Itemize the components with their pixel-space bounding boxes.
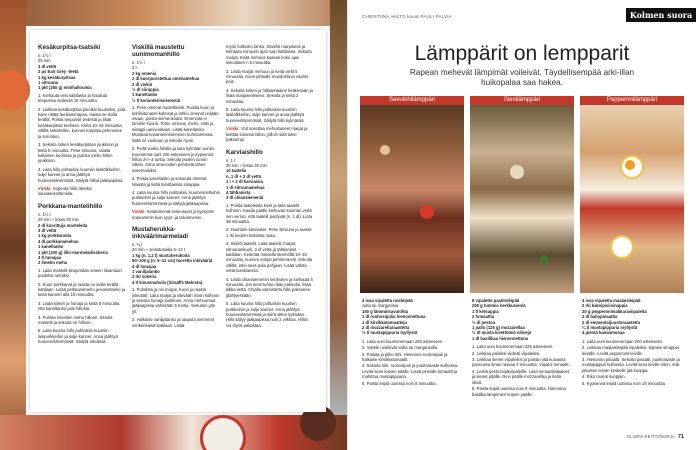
time: 20 min + seisotusaika 5–12 t (132, 247, 186, 253)
ingredient: 2 rkl sokeria (132, 274, 157, 280)
ingredient: 4 isoa vipaletta ruisleipää (362, 298, 413, 303)
step: 4. Laita hillo puhtaisiin kuumiin lasitölkkeihin, sulje kannet ja anna jäähtyä huoneenlämmössä. Säilytä hilloa jääkaapissa. (38, 166, 124, 183)
sandwich-band: Sienilämppäri (470, 96, 574, 105)
page-title: Lämppärit on lempparit (414, 42, 630, 65)
ingredient: 1 dl kirsikkatomaatteja (362, 319, 407, 325)
ingredient: 2 dl kuorittuja manteleita (38, 222, 88, 228)
ingredient: ½ tl korianterinsiemeniä (132, 97, 180, 103)
ingredient: 4 dl porkkanamehua (38, 238, 79, 244)
step: 1. Laita uuni kuumenemaan 200 asteeseen. (582, 338, 664, 344)
tip (38, 186, 126, 197)
step: 1. Laita mantelit liinqomään veteen liioamaan puoleksi tunniksi. (38, 267, 122, 279)
step: 5. Paista leipiä uunissa noin 8 minuuttia. Hienonna basilika lämpimien leipien päälle. (472, 386, 566, 397)
yield: n. 1½ l (132, 60, 145, 65)
recipe-column-3 (226, 44, 314, 331)
step: 4. Laita kuuma hillo puhtaisiin, kuumennettuihin purkkeihin ja sulje kannet. Anna jäähtyä huoneenlämmössä ja säilytä jääkaapissa. (132, 189, 220, 206)
tip-text: Voit sosettaa mehustuneet marjat ja keittää sosesta hillon, jolloin siitä tulee paksumpi. (226, 126, 308, 143)
time: 3 t (132, 65, 137, 71)
ingredient: 2 kg omenia (132, 70, 157, 76)
ingredient: 2 tomaattia (472, 314, 495, 320)
step: 3. Siivilöi taatelit. Laita taatelit, marjat, sitruunankuori, 2 dl vettä ja tähtianiset kattilaan. Keitetää miedolla lämmöllä 10–15 minuuttia, kunnes marjat pehmenevät. Sekoita välillä, ettei seos pala pohjaan. Lisää vähän vettä tarvittaessa. (226, 241, 313, 274)
yolk-image (625, 160, 635, 170)
recipe-column-2 (132, 44, 220, 331)
ingredient: 1 pallo (125 g) mozzarellaa (472, 325, 525, 331)
recipe-title: Karviaishillo (226, 148, 263, 156)
ingredient: 1 kg porkkanoita (38, 233, 72, 239)
recipe-title: Mustaherukka-inkiväärimarmeladi (132, 225, 189, 240)
ingredient: 8 vipaletta paahtoleipää (472, 298, 520, 303)
ingredient: voita tai margariinia (362, 303, 399, 309)
sandwich-recipe-2 (472, 298, 572, 398)
tip (226, 126, 314, 142)
ingredient: 3 dl vettä (38, 227, 57, 233)
step: 1. Pese omenat huolellisesti. Puolita kuori ja kohlinitunaset kolmsat ja lohko omenat neljään osaan, poista siemenkodat. Omenoita ei tarvitse kuoria. Tome omenat, mehu, viski ja siirappi uunivuokaan. Lisää kaneltanko. Murskaa korianterinsiemenet huhmareessa, lisää ne vuokaan ja sekoita hyvin. (132, 105, 219, 143)
yield: n. 1½ l (38, 53, 51, 58)
tip-label: Vinkki: (132, 209, 146, 215)
ingredient: ½ tl mustapippuria myllystä (362, 330, 418, 336)
salmon-image (380, 145, 390, 155)
ingredient: 150 g lämminsavulohta (362, 308, 409, 314)
step: 5. Paista leipiä uunissa noin 8 minuuttia. (362, 380, 437, 386)
step: 1. Poista taateleista kivet ja laita taatelit kulhoon. Kaada päälle kiehuvan kuuman vettä sen verran, että taatelit peittyvät (n. 1 dl). Liota 30 minuuttia. (226, 202, 313, 224)
sandwich-band: Savulohilämppäri (360, 96, 464, 105)
ingredient: 4 isoa vipaletta maalaisleipää (582, 298, 641, 303)
ingredient: 2 ps Earl Grey -teetä (38, 69, 79, 75)
tomato-image (420, 205, 434, 219)
section-badge: Kolmen suora (626, 8, 696, 22)
ingredient: 4 tl hunajaa (38, 255, 62, 260)
time: 20 min + liotus 30 min (38, 217, 79, 223)
step: 4. Lisää chiansiemenet seokseen ja kiehauta 5 minuuttia. Jos seos tuntuu liian paksulta, lisää tilkka vettä. Chialla valmistettu hillo paksunee jäähtyessään. (226, 276, 313, 298)
step: 2. Kuori porkkanat ja raasta ne isolla terällä kattilaan. Lisää porkkanamehu ja kaneltanko ja keitä kannen alla 10 minuuttia. (38, 281, 126, 298)
ingredient: 3 dl vettä (38, 63, 57, 69)
ingredient-list (132, 60, 220, 103)
credits: CHRISTIINA AALTO kuvat PAULI PALVIA (362, 14, 452, 19)
step: 2. Leikkaa maalaisleipää vipaleiksi. Sipaise sinappia leivälle. Levitä pepperonit leiville. (582, 345, 679, 356)
ingredient: 50–100 g (n. 5–12 cm) tuoretta inkivääriä (132, 258, 213, 264)
ingredient: 1 l + 2 dl karviaisia (226, 179, 263, 185)
step: 1. Puhdista ja rivi marjat. Kuori ja raasta inkivääri. Laita marjat ja inkivääri isoon kulhoon ja sekoita hunaja joukkoon. Anna mehuuntua jääkaapissa vähintään 5 tuntia, mieluiten yön yli. (132, 287, 220, 314)
ingredient: 2 dl babypinaattia (582, 314, 618, 320)
tip-label: Vinkki: (38, 185, 52, 191)
step: 3. Paloita ja pilko lohi. Hienonna ruohosipuli ja halkaise kirsikkatomaatit. (362, 351, 448, 363)
pepperoni-photo (580, 105, 684, 293)
ingredient: 2 dl emmentaljuustoraastetta (582, 319, 640, 325)
ingredient: 4 tl kinusmuhvila (Siraäffs Melosta) (132, 279, 203, 285)
ingredient: 4 dl hunajaa (132, 263, 157, 269)
page-number: 71 (677, 434, 684, 440)
ingredient: 200 g tummia herkkusieniä (472, 303, 526, 309)
yield: n. 1½ l (38, 211, 51, 217)
ingredient: ½ dl siirappia (132, 87, 159, 93)
recipe-title: Kesäkurpitsa-tsatsiki (38, 44, 101, 51)
ingredient: 2 dl kuorpuristettua omenamehua (132, 76, 200, 82)
right-page (348, 0, 696, 450)
publication-name: GLORIA KEITTIÖKIRJA (626, 434, 675, 439)
ingredient: 4 tähtianista (226, 189, 251, 195)
ingredient: 1 kg (n. 1,2 l) mustaherukoita (132, 252, 190, 258)
sandwich-recipe-3 (582, 298, 682, 387)
subtitle-line: huikopalaa saa hakea. (481, 78, 563, 87)
food-photo-left (0, 0, 26, 450)
ingredient: 3 dl chiansiemeniä (226, 195, 264, 201)
continued-step: 3. Lisää marjat mehuun ja keitä vielä 5 minuuttia. Kuori pinnalle muodostuva vaahto pois. (226, 68, 309, 85)
basil-image (540, 255, 548, 263)
ingredient: ¼ tl mustapippuria myllystä (582, 325, 638, 331)
ingredient: 1 tl ketsuppia (472, 308, 499, 314)
ingredient: 2 dl viskiä (132, 81, 153, 87)
recipe-title: Viskillä maustettu uunimomanhillo (132, 44, 185, 58)
time: 25 min (38, 58, 51, 64)
ingredient: 1 sitruuna (38, 80, 59, 86)
step: 4. Levitä pesto leipäviipaleille. Laita tomaattiviipaleet ja sienet päälle. Revi päälle mozzarellaa ja lisää oliivit. (472, 368, 570, 385)
ingredient: 1 dl sitruunamehua (226, 184, 265, 190)
step: 5. Kypsennä leipiä uunissa noin 10 minuuttia. (582, 380, 667, 386)
food-photo-top (0, 0, 348, 26)
step: 2. Leikkaa paloiksi viidesti viipaleiksi. (472, 350, 541, 356)
recipe-column-1 (38, 44, 126, 348)
step: 1. Laita uuni kuumenemaan 225 asteeseen. (362, 338, 444, 344)
step: 1. Kiehauta vesi kattilassa ja hauduta teepussia vedessä 10 minuuttia. (38, 92, 108, 104)
step: 3. Sekoita sokeri kesäkurpitsan joukkoon ja keitä 5 minuuttia. Pese sitruuna, raasta kaltainen kuoriosa ja purista mehu hillon joukkoon. (38, 142, 119, 164)
sandwich-band: Pepperonilämppäri (580, 96, 684, 105)
yield: n. 1 l (226, 157, 236, 163)
page-footer (627, 434, 684, 440)
ingredient-list (38, 212, 126, 266)
step: 3. Hienonna pinaatti. Sekoita pinaatti, juustoraaste ja mustapippuri kulhossa. Levitä seos leiville siten, että jokaisen leivän keskelle jää kuoppa. (582, 357, 680, 373)
step: 4. Sekoita lohi, ruohosipuli ja juustoraaste kulhossa. Levitä seos leipien päälle. Lisää pinnalle tomaatit ja rouhittua mustapippuria. (362, 363, 459, 380)
ingredient-list (582, 298, 682, 336)
ingredient: 1 dl ruohosipulia hienonnettuna (362, 314, 426, 320)
sandwich-recipe-1 (362, 298, 462, 387)
ingredient: 1 dl basilikaa hienonnettuna (472, 335, 529, 341)
step: 4. Purista limettien mehu hilloon. Sitruliä mantelit ja sekoita ne hilloon. (38, 314, 113, 326)
ingredient: 1 kaneltanko (132, 92, 158, 98)
savulohi-photo (360, 105, 464, 293)
tip (132, 209, 220, 220)
ingredient: n. 1 dl + 2 dl vettä (226, 173, 262, 179)
step: 5. Laita kuuma hillo puhtaisiin kuumiin purkkeihin ja sulje kannet. Anna jäähtyä huoneenlämmössä ja siirrä sitten kylmään. Hillo säilyy jääkaapissa noin 2 viikkoa. Hillon voi myös pakastaa. (226, 301, 309, 328)
step: 3. Leikkaa sienet viipaleiksi ja paista niitä kuivassa pannussa ilman rasvaa 3 minuuttia. Viipaloi tomaatit. (472, 357, 570, 368)
continued-step: 4. Sekoita sokeri ja hillosettaaine keskenään ja lisää marjaseokseen. Sekoita ja keitä 2 minuuttia. (226, 87, 313, 104)
recipe-section (132, 226, 220, 328)
continued-step: myös hallooko tanko. Sävelöi marjaseos ja kiehauta minuutin ajan vain kattilassa. Sekoita marjat. Keitä mehuva kaasan koko ajan sekoittaen n 5 minuuttia. (226, 44, 312, 66)
ingredient-list (38, 53, 126, 91)
mushroom-image (510, 165, 524, 179)
recipe-section (38, 203, 126, 345)
ingredient-list (472, 298, 572, 341)
step: 1. Laita uuni kuumenemaan 225 asteeseen. (472, 344, 554, 350)
ingredient: 20 g pepperonimakkaraviipaleita (582, 308, 647, 314)
ingredient: 10 taatelia (226, 168, 247, 174)
tip-label: Vinkki: (226, 126, 240, 132)
continued-step: 5. Laita kuuma hillo puhtaisiin kuumiin lasitölkkeihin, sulje kannet ja anna jäähtyä huoneenlämmössä. Säilytä hillo kylmässä. (226, 107, 305, 123)
ingredient: ½ dl pestoa (472, 319, 496, 325)
page-subtitle (348, 68, 696, 88)
recipe-title: Porkkana-mantelihillo (38, 202, 103, 210)
sieni-photo (470, 105, 574, 293)
egg-image (610, 235, 634, 259)
subtitle-line: Rapean mehevät lämpimät voileivät. Täydellisempää arki-illan (409, 68, 635, 77)
yield: n. ¾ l (132, 241, 143, 247)
tip-text: Sopeuta hillo oikeiksi sauvasekoittimella. (38, 185, 92, 197)
ingredient: 1 kaneltanko (38, 244, 64, 250)
ingredient: 1 pkt (330 g) lillo-marmeladisokeria (38, 249, 108, 255)
step: 2. Huuhtele karviaiset. Pese sitruuna ja raasta 1 rkl kuoren keltaista osaa. (226, 227, 312, 238)
step: 3. Lisää sokeri ja hunaja ja keitä 5 minuuttia. Ota kaneltanko pois hillosta. (38, 300, 121, 312)
time: 30 min + liotus 30 min (226, 162, 267, 168)
ingredient-list (362, 298, 462, 336)
ingredient: 2 limetin mehu (38, 260, 68, 266)
recipe-section (226, 149, 314, 329)
step: 3. Poista kaneltanko ja sosoruta omenat. Mausta ja lisää tarvittaessa siirappia. (132, 176, 208, 187)
step: 4. Riko munat kuoppiin. (582, 374, 626, 380)
step: 2. Leikkaa kesäkurpitsa pieniksi kuutioiksi, joita tulee riittää teeslammapsa, raasta se isolla terällä. Poista teepussit vedestä ja lisää kesäkurpitsat teeheen. Keitä 10–15 minuuttia välillä sekoitellen, kunnes kurpitsa pehmenee ja suruntuu. (38, 106, 126, 139)
ingredient: 2 rkl kaksipiviisinappia (582, 303, 628, 309)
ingredient: ½ dl musta kivettömiä oliiveja (472, 330, 532, 336)
ingredient: 1 vaniljatanko (132, 269, 160, 274)
ingredient: 1 kg kesäkurpitsaa (38, 74, 76, 80)
ingredient: 1 pkt (250 g) minihalloumia (38, 85, 92, 91)
ingredient-list (132, 242, 220, 285)
step: 2. Halkaise vaniljatanko ja raaputa siemenet verikenkäisä kattilaan. Lisää (132, 317, 214, 328)
food-photo-bottom (0, 415, 348, 450)
ingredient: 2 dl mozzarellaraastetta (362, 325, 410, 331)
food-photo-right (330, 0, 348, 450)
ingredient: 4 pientä kananmunaa (582, 330, 625, 336)
recipe-card (30, 30, 326, 412)
tip-text: Kesäomenat soseutuvat jo kypsyvät nopeammin kuin syys- ja talviomenat. (132, 209, 214, 220)
ingredient-list (226, 158, 314, 201)
step: 5. Laita kuuma hillo puhtaisiin kuumiin lasipurkkeihin ja sulje kannet. Anna jäähtyä huoneenlämmössä. Säilytä viileässä. (38, 328, 118, 345)
step: 2. Peitä vuoka foliolla ja laita kylmään uuniin. Kuumenna uuni 200 asteeseen ja kypsennä hilloa 2½–3 tuntia. Sekoita puolen tunnin välein. Anna omenoiden pehmetä lähes sosemaisiksi. (132, 146, 216, 173)
step: 2. Voitele ruisleivät voilla tai margariinilla. (362, 345, 439, 351)
